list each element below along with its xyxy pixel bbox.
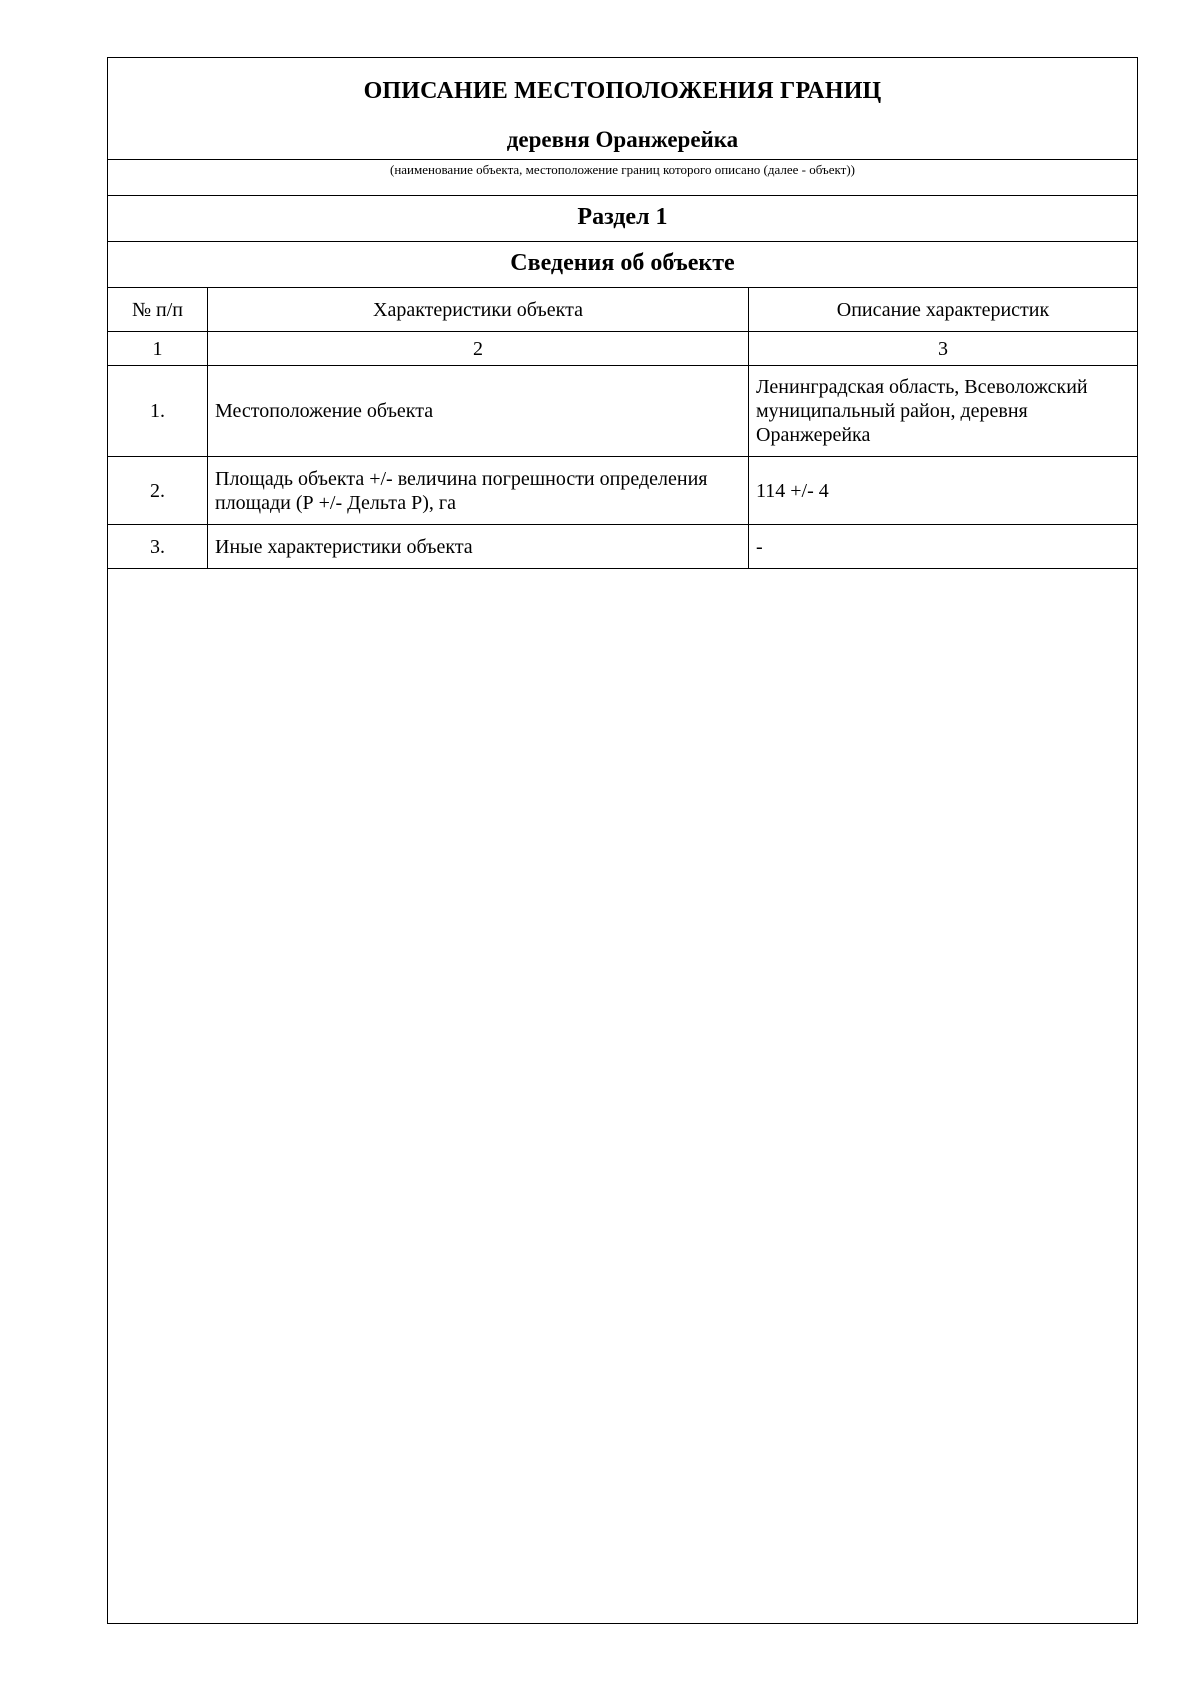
- section-label: Раздел 1: [577, 204, 668, 230]
- row-description: 114 +/- 4: [749, 457, 1138, 525]
- document-frame: [107, 57, 1138, 1624]
- header-description: Описание характеристик: [749, 288, 1138, 332]
- table-row: [108, 366, 1137, 457]
- object-info-table: [108, 287, 1137, 569]
- object-name-underline: [108, 159, 1137, 160]
- column-number-row: [108, 332, 1137, 366]
- row-number: 1.: [108, 366, 208, 457]
- table-header-row: [108, 288, 1137, 332]
- row-description: -: [749, 525, 1138, 569]
- header-num: № п/п: [108, 288, 208, 332]
- row-characteristic: Площадь объекта +/- величина погрешности определения площади (Р +/- Дельта Р), га: [208, 457, 749, 525]
- table-row: [108, 525, 1137, 569]
- object-name: деревня Оранжерейка: [506, 127, 739, 152]
- header-divider: [108, 195, 1137, 196]
- row-characteristic: Местоположение объекта: [208, 366, 749, 457]
- document-title: ОПИСАНИЕ МЕСТОПОЛОЖЕНИЯ ГРАНИЦ: [363, 78, 882, 104]
- row-characteristic: Иные характеристики объекта: [208, 525, 749, 569]
- column-number-1: 1: [108, 332, 208, 366]
- row-number: 3.: [108, 525, 208, 569]
- column-number-2: 2: [208, 332, 749, 366]
- section-heading: Сведения об объекте: [510, 250, 735, 276]
- object-caption: (наименование объекта, местоположение границ которого описано (далее - объект)): [390, 162, 855, 177]
- header-characteristic: Характеристики объекта: [208, 288, 749, 332]
- table-row: [108, 457, 1137, 525]
- column-number-3: 3: [749, 332, 1138, 366]
- row-number: 2.: [108, 457, 208, 525]
- row-description: Ленинградская область, Всеволожский муниципальный район, деревня Оранжерейка: [749, 366, 1138, 457]
- section-divider: [108, 241, 1137, 242]
